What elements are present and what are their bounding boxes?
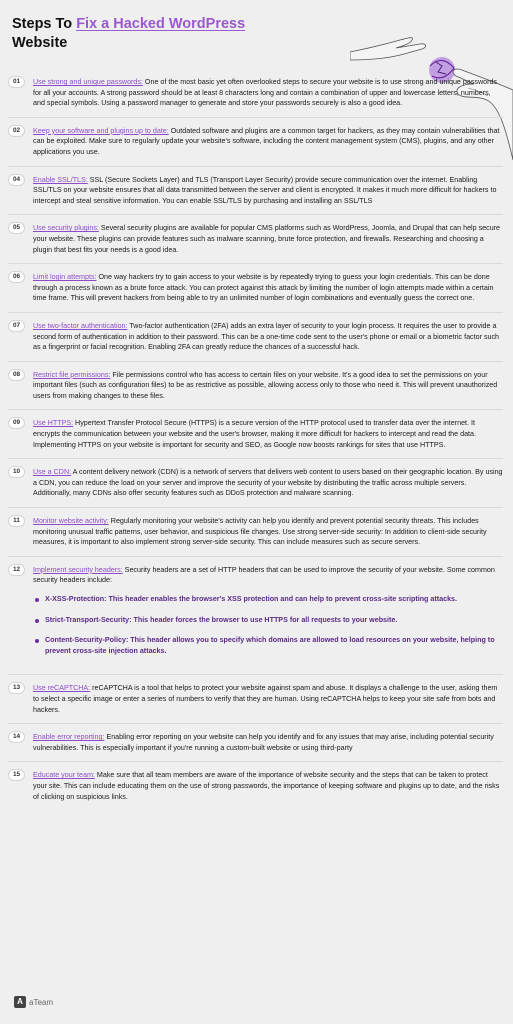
step-text: A content delivery network (CDN) is a network of servers that delivers web content to users based on their geographic location. By using a CDN, you can reduce the load on your server and improve the security of your website by distributing the traffic across multiple servers. Additionally, many CDNs also offer security features such as DDoS protection and malware scanning. <box>33 468 503 498</box>
step-text: Outdated software and plugins are a common target for hackers, as they may contain vulnerabilities that can be exploited. Make sure to regularly update your website's software, including the content management system (CMS), plugins, and any other applications you use. <box>33 126 500 156</box>
step-11 <box>8 516 503 557</box>
step-number-badge: 07 <box>8 320 25 332</box>
step-text: Several security plugins are available for popular CMS platforms such as WordPress, Joomla, and Drupal that can help secure your website. These plugins can provide features such as malware scanning, brute force protection, and firewalls. Researching and choosing a plugin that best fits your needs is a good idea. <box>33 224 501 254</box>
step-title-link[interactable]: Use a CDN: <box>33 468 72 477</box>
step-title-link[interactable]: Keep your software and plugins up to date: <box>33 126 169 135</box>
step-title-link[interactable]: Use security plugins: <box>33 224 99 233</box>
step-title-link[interactable]: Implement security headers: <box>33 565 123 574</box>
step-number-badge: 12 <box>8 564 25 576</box>
step-text: Hypertext Transfer Protocol Secure (HTTPS) is a secure version of the HTTP protocol used to transfer data over the internet. It encrypts the communication between your website and the user's browser, making it more difficult for hackers to intercept and read the data. Implementing HTTPS on your website is important for security and SEO, as Google now boosts rankings for sites that use HTTPS. <box>33 419 476 449</box>
step-07 <box>8 321 503 362</box>
step-12 <box>8 565 503 676</box>
step-text: Make sure that all team members are aware of the importance of website security and the steps that can be taken to protect your site. This can include educating them on the use of strong passwords, the importance of keeping software and plugins up to date, and the risks of clicking on suspicious links. <box>33 771 500 801</box>
page-title <box>12 15 312 53</box>
step-number-badge: 04 <box>8 174 25 186</box>
step-number-badge: 01 <box>8 76 25 88</box>
logo-text: aTeam <box>29 997 54 1007</box>
brand-logo <box>14 996 53 1008</box>
step-title-link[interactable]: Use reCAPTCHA: <box>33 684 91 693</box>
step-title-link[interactable]: Enable error reporting: <box>33 733 105 742</box>
title-prefix: Steps To <box>12 16 77 32</box>
ateam-logo-icon: A <box>14 996 26 1008</box>
step-06 <box>8 272 503 313</box>
step-number-badge: 13 <box>8 682 25 694</box>
list-item: Strict-Transport-Security: This header forces the browser to use HTTPS for all requests to your website. <box>33 615 503 626</box>
step-title-link[interactable]: Use strong and unique passwords: <box>33 78 143 86</box>
step-number-badge: 02 <box>8 125 25 137</box>
step-title-link[interactable]: Limit login attempts: <box>33 273 97 282</box>
step-text: Enabling error reporting on your website can help you identify and fix any issues that may arise, including potential security vulnerabilities. This is especially important if you're running a custom-built website or using third-party <box>33 733 494 752</box>
step-number-badge: 08 <box>8 369 25 381</box>
list-item: X-XSS-Protection: This header enables the browser's XSS protection and can help to prevent cross-site scripting attacks. <box>33 594 503 605</box>
step-number-badge: 09 <box>8 417 25 429</box>
step-number-badge: 11 <box>8 515 25 527</box>
step-15 <box>8 770 503 810</box>
step-text: Regularly monitoring your website's activity can help you identify and prevent potential security threats. This includes monitoring unusual traffic patterns, user behavior, and suspicious file changes. Use strong server-side security: In addition to client-side security measures, it is important to also implement strong server-side security. This can include measures such as secure servers. <box>33 517 487 547</box>
step-13 <box>8 683 503 724</box>
step-04 <box>8 175 503 216</box>
step-08 <box>8 370 503 411</box>
step-text: File permissions control who has access to certain files on your website. It's a good idea to set the permissions on your important files (such as configuration files) to be as restrictive as possible, allowing access only to those who need it. This will prevent unauthorized users from making changes to these files. <box>33 370 498 400</box>
step-text: reCAPTCHA is a tool that helps to protect your website against spam and abuse. It displays a challenge to the user, asking them to select a specific image or enter a series of numbers to verify that they are human. Using reCAPTCHA helps to keep your site safe from bots and hackers. <box>33 684 498 714</box>
step-number-badge: 05 <box>8 222 25 234</box>
step-text: One way hackers try to gain access to your website is by repeatedly trying to guess your login credentials. This can be done through a process known as a brute force attack. You can protect against this attack by limiting the number of login attempts made within a certain time frame. This will prevent hackers from being able to try an unlimited number of login combinations and eventually guess the correct one. <box>33 273 494 303</box>
step-number-badge: 10 <box>8 466 25 478</box>
step-title-link[interactable]: Monitor website activity: <box>33 517 109 526</box>
list-item: Content-Security-Policy: This header allows you to specify which domains are allowed to load resources on your website, helping to prevent cross-site injection attacks. <box>33 635 503 656</box>
step-title-link[interactable]: Enable SSL/TLS: <box>33 175 88 184</box>
step-14 <box>8 732 503 762</box>
step-title-link[interactable]: Educate your team: <box>33 771 95 780</box>
step-title-link[interactable]: Restrict file permissions: <box>33 370 111 379</box>
security-headers-list <box>33 594 503 656</box>
step-02 <box>8 126 503 167</box>
step-number-badge: 06 <box>8 271 25 283</box>
step-10 <box>8 467 503 508</box>
step-05 <box>8 223 503 264</box>
step-text: Two-factor authentication (2FA) adds an extra layer of security to your login process. It requires the user to provide a second form of authentication in addition to their password. This can be a one-time code sent to the user's phone or email or a biometric factor such as a fingerprint or facial recognition. Enabling 2FA can greatly reduce the chances of a successful hack. <box>33 321 500 352</box>
step-title-link[interactable]: Use HTTPS: <box>33 419 74 428</box>
step-number-badge: 15 <box>8 769 25 781</box>
step-text: One of the most basic yet often overlooked steps to secure your website is to use strong and unique passwords for all your accounts. A strong password should be at least 8 characters long and contain a combination of upper and lowercase letters, numbers, and special symbols. Using a password manager to generate and store your passwords securely is also a good idea. <box>33 78 498 108</box>
step-title-link[interactable]: Use two-factor authentication: <box>33 321 128 330</box>
step-text: Security headers are a set of HTTP headers that can be used to improve the security of your website. Some common security headers include: <box>33 565 495 585</box>
title-highlight-link[interactable]: Fix a Hacked WordPress <box>76 16 246 32</box>
steps-list <box>8 77 503 818</box>
title-suffix: Website <box>12 35 68 51</box>
step-number-badge: 14 <box>8 731 25 743</box>
step-01 <box>8 77 503 118</box>
step-09 <box>8 418 503 459</box>
step-text: SSL (Secure Sockets Layer) and TLS (Transport Layer Security) provide secure communication over the internet. Enabling SSL/TLS on your website ensures that all data transmitted between the server and client is encrypted. It makes it much more difficult for hackers to intercept and steal sensitive information. You can enable SSL/TLS by purchasing and installing an SSL/TLS <box>33 175 497 205</box>
